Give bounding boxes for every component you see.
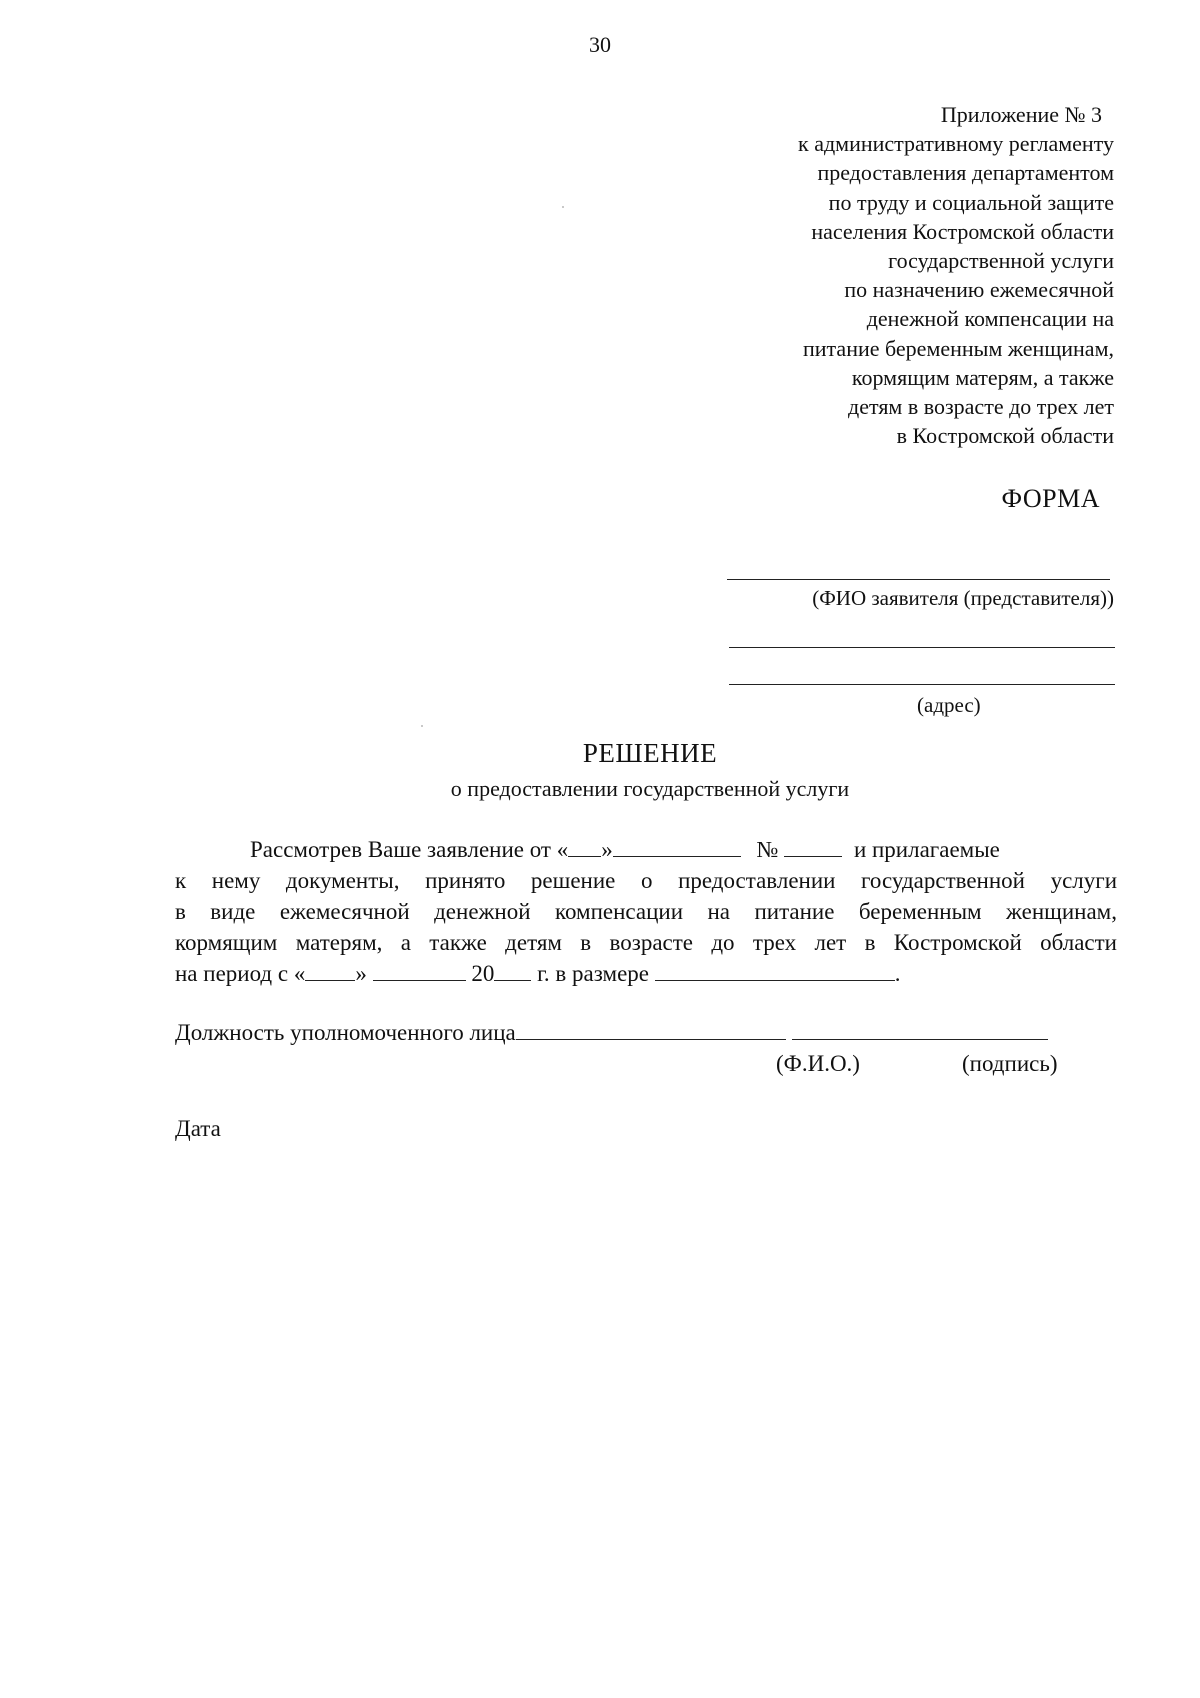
appendix-line: питание беременным женщинам,	[803, 335, 1114, 361]
applicant-name-caption: (ФИО заявителя (представителя))	[812, 586, 1114, 610]
appendix-line: государственной услуги	[888, 248, 1114, 274]
date-label: Дата	[175, 1116, 221, 1141]
period-day-blank	[305, 962, 355, 981]
appendix-line: к административному регламенту	[798, 131, 1114, 157]
period-month-blank	[373, 962, 466, 981]
decision-text-line-2: к нему документы, принято решение о предоставлении государственной услуги	[175, 868, 1117, 893]
period-year-blank	[494, 962, 531, 981]
decision-text-line-4: кормящим матерям, а также детям в возрасте до трех лет в Костромской области	[175, 930, 1117, 955]
signature-blank	[792, 1021, 1048, 1040]
address-line-2	[729, 684, 1115, 685]
form-label: ФОРМА	[1001, 484, 1100, 513]
address-line-1	[729, 647, 1115, 648]
appendix-block	[694, 100, 1114, 450]
authorized-person-line	[175, 1020, 1048, 1046]
appendix-line: предоставления департаментом	[817, 160, 1114, 186]
decision-text-line-3: в виде ежемесячной денежной компенсации на питание беременным женщинам,	[175, 899, 1117, 924]
decision-text-line-1: Рассмотрев Ваше заявление от « » № и прилагаемые	[250, 837, 1000, 862]
fio-caption: (Ф.И.О.)	[776, 1051, 860, 1076]
scan-speck	[562, 206, 564, 208]
authorized-person-label: Должность уполномоченного лица	[175, 1020, 516, 1045]
decision-title: РЕШЕНИЕ	[582, 738, 718, 768]
appendix-title: Приложение № 3	[940, 102, 1102, 127]
scan-speck	[421, 725, 423, 727]
appendix-line: населения Костромской области	[811, 218, 1114, 244]
decision-text-line-5: на период с « » 20 г. в размере .	[175, 961, 901, 986]
application-day-blank	[568, 838, 601, 857]
appendix-line: кормящим матерям, а также	[851, 364, 1114, 390]
page-number: 30	[589, 32, 611, 57]
application-date-blank	[613, 838, 741, 857]
signature-caption: (подпись)	[962, 1051, 1058, 1076]
applicant-name-line	[727, 579, 1110, 580]
decision-subtitle: о предоставлении государственной услуги	[450, 776, 850, 801]
appendix-line: в Костромской области	[896, 423, 1114, 449]
address-caption: (адрес)	[917, 693, 981, 717]
appendix-line: денежной компенсации на	[866, 306, 1114, 332]
appendix-line: по назначению ежемесячной	[844, 277, 1114, 303]
application-number-blank	[784, 838, 842, 857]
appendix-line: по труду и социальной защите	[828, 189, 1114, 215]
fio-blank	[516, 1021, 786, 1040]
amount-blank	[655, 962, 895, 981]
appendix-line: детям в возрасте до трех лет	[848, 394, 1114, 420]
